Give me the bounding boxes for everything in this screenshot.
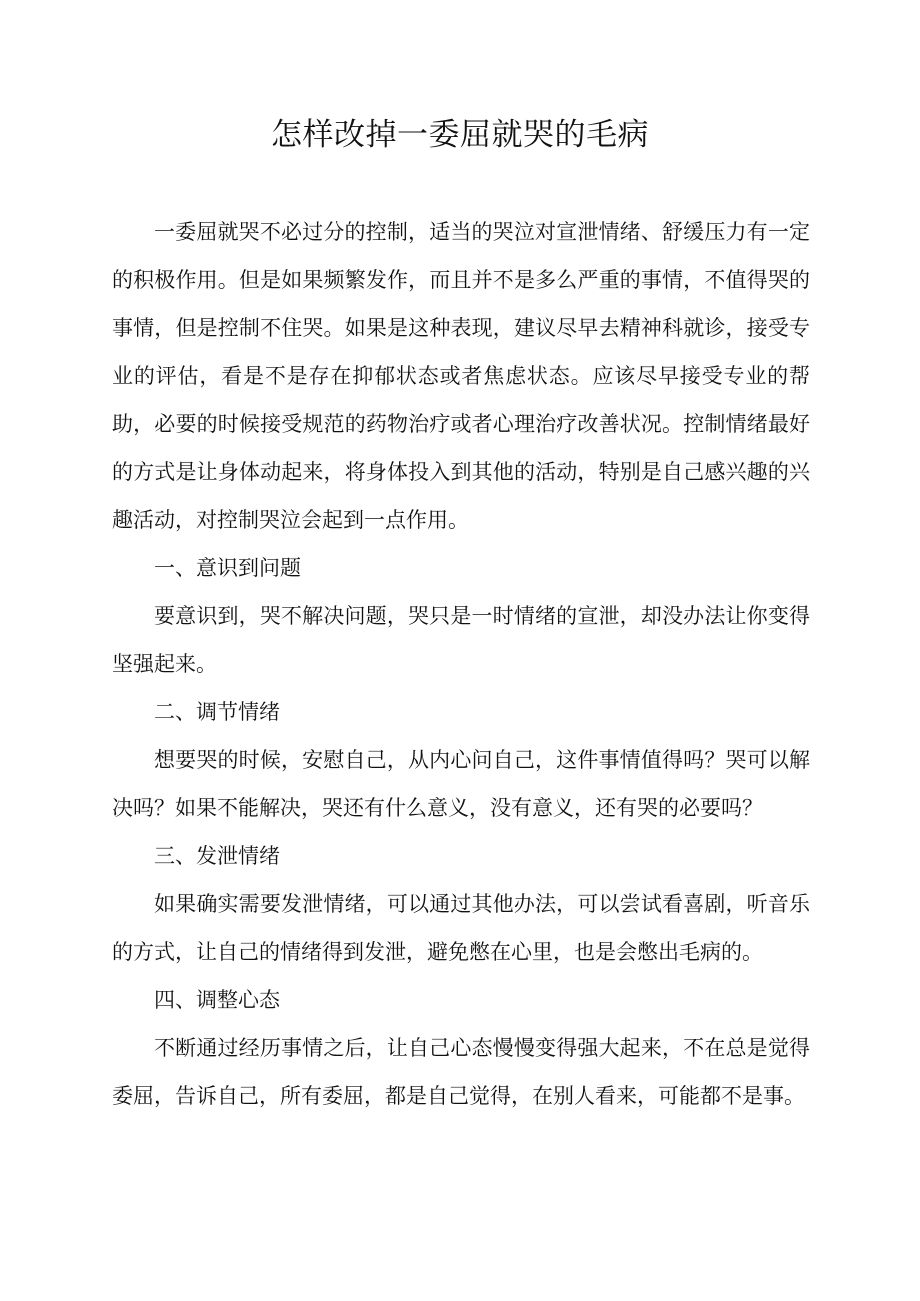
document-body (112, 208, 810, 1120)
intro-paragraph: 一委屈就哭不必过分的控制，适当的哭泣对宣泄情绪、舒缓压力有一定的积极作用。但是如果频繁发作，而且并不是多么严重的事情，不值得哭的事情，但是控制不住哭。如果是这种表现，建议尽早去精神科就诊，接受专业的评估，看是不是存在抑郁状态或者焦虑状态。应该尽早接受专业的帮助，必要的时候接受规范的药物治疗或者心理治疗改善状况。控制情绪最好的方式是让身体动起来，将身体投入到其他的活动，特别是自己感兴趣的兴趣活动，对控制哭泣会起到一点作用。 (112, 220, 810, 532)
section-heading-2: 二、调节情绪 (154, 700, 280, 724)
section-paragraph-4: 不断通过经历事情之后，让自己心态慢慢变得强大起来，不在总是觉得委屈，告诉自己，所有委屈，都是自己觉得，在别人看来，可能都不是事。 (112, 1036, 810, 1108)
section-heading-3: 三、发泄情绪 (154, 844, 280, 868)
section-heading-4: 四、调整心态 (154, 988, 280, 1012)
section-paragraph-1: 要意识到，哭不解决问题，哭只是一时情绪的宣泄，却没办法让你变得坚强起来。 (112, 604, 810, 676)
section-heading-1: 一、意识到问题 (154, 556, 301, 580)
section-paragraph-2: 想要哭的时候，安慰自己，从内心问自己，这件事情值得吗？哭可以解决吗？如果不能解决，哭还有什么意义，没有意义，还有哭的必要吗？ (112, 748, 810, 820)
document-title: 怎样改掉一委屈就哭的毛病 (271, 117, 649, 153)
section-paragraph-3: 如果确实需要发泄情绪，可以通过其他办法，可以尝试看喜剧，听音乐的方式，让自己的情绪得到发泄，避免憋在心里，也是会憋出毛病的。 (112, 892, 810, 964)
